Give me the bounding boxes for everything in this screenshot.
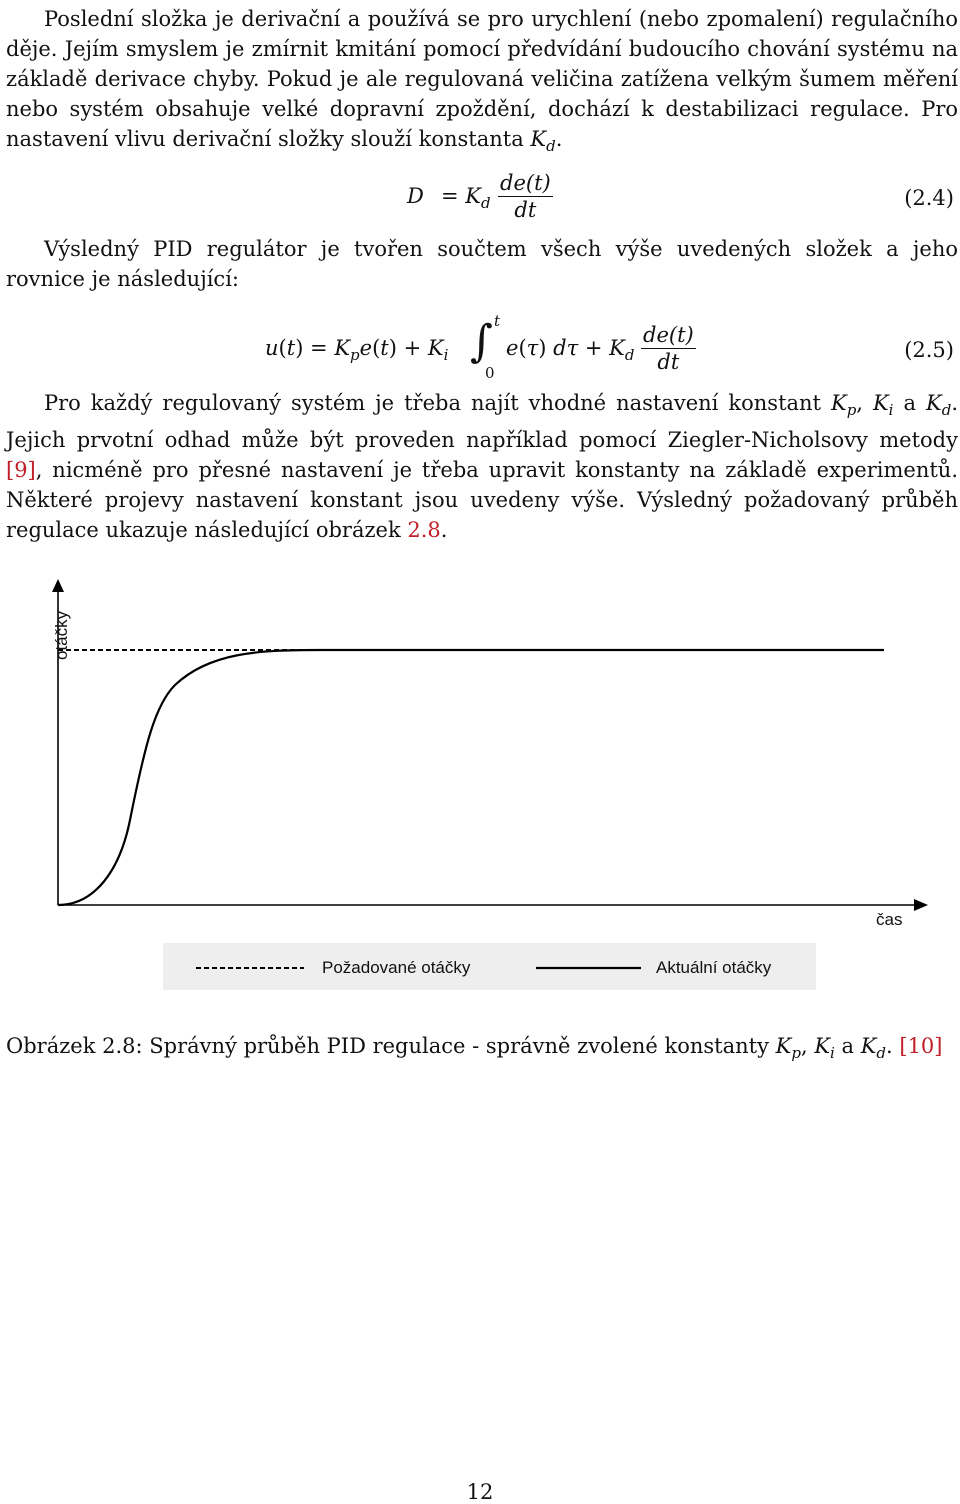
- equation-2-4: D = $K_d$ $\frac{de(t)}{dt}$ (2.4): [407, 171, 954, 222]
- page-number: 12: [466, 1480, 494, 1504]
- y-axis-arrow: [52, 579, 64, 592]
- figure-reference-link[interactable]: 2.8: [407, 518, 441, 542]
- paragraph-tuning-text: Pro každý regulovaný systém je třeba najít vhodné nastavení konstant: [44, 391, 831, 415]
- paragraph-derivative-text: Poslední složka je derivační a používá se pro urychlení (nebo zpomalení) regulačního děje. Jejím smyslem je zmírnit kmitání pomocí předvídání budoucího chování systému na základě derivace chyby. Pokud je ale regulovaná veličina zatížena velkým šumem měření nebo systém obsahuje velké dopravní zpoždění, dochází k destabilizaci regulace. Pro nastavení vlivu derivační složky slouží konstanta: [6, 7, 958, 151]
- equation-number: (2.5): [904, 338, 954, 362]
- series-actual-curve: [58, 650, 884, 905]
- y-axis-label-wrap: [32, 598, 71, 668]
- equation-2-5: $u(t) = K_pe(t) + K_i$ ∫ t 0 e(τ) $d\tau + K_d$ $\frac{de(t)}{dt}$ (2.5): [265, 312, 954, 382]
- caption-text: Obrázek 2.8: Správný průběh PID regulace - správně zvolené konstanty: [6, 1034, 776, 1058]
- x-axis-arrow: [914, 899, 928, 911]
- figure-caption: Obrázek 2.8: Správný průběh PID regulace - správně zvolené konstanty $K_p$, $K_i$ a $K_d$. [10]: [6, 1034, 943, 1062]
- paragraph-pid: Výsledný PID regulátor je tvořen součtem všech výše uvedených složek a jeho rovnice je následující:: [6, 237, 958, 291]
- legend-label-actual: Aktuální otáčky: [656, 958, 772, 977]
- citation-link[interactable]: [10]: [899, 1034, 943, 1058]
- paragraph-tuning: Pro každý regulovaný systém je třeba najít vhodné nastavení konstant $K_p$, $K_i$ a $K_d$. Jejich prvotní odhad může být proveden například pomocí Ziegler-Nicholsovy metody [9], nicméně pro přesné nastavení je třeba upravit konstanty na základě experimentů. Některé projevy nastavení konstant jsou uvedeny výše. Výsledný požadovaný průběh regulace ukazuje následující obrázek 2.8.: [6, 391, 958, 542]
- paragraph-derivative: Poslední složka je derivační a používá se pro urychlení (nebo zpomalení) regulačního děje. Jejím smyslem je zmírnit kmitání pomocí předvídání budoucího chování systému na základě derivace chyby. Pokud je ale regulovaná veličina zatížena velkým šumem měření nebo systém obsahuje velké dopravní zpoždění, dochází k destabilizaci regulace. Pro nastavení vlivu derivační složky slouží konstanta $K_d$.: [6, 7, 958, 155]
- legend-label-setpoint: Požadované otáčky: [322, 958, 471, 977]
- citation-link[interactable]: [9]: [6, 458, 36, 482]
- equation-number: (2.4): [904, 186, 954, 210]
- x-axis-label: čas: [876, 910, 903, 929]
- paragraph-tuning-text-2: Jejich prvotní odhad může být proveden například pomocí Ziegler-Nicholsovy metody: [6, 428, 958, 452]
- paragraph-tuning-text-3: , nicméně pro přesné nastavení je třeba upravit konstanty na základě experimentů. Některé projevy nastavení konstant jsou uvedeny výše. Výsledný požadovaný průběh regulace ukazuje následující obrázek: [6, 458, 958, 542]
- y-axis-label: otáčky: [52, 610, 71, 660]
